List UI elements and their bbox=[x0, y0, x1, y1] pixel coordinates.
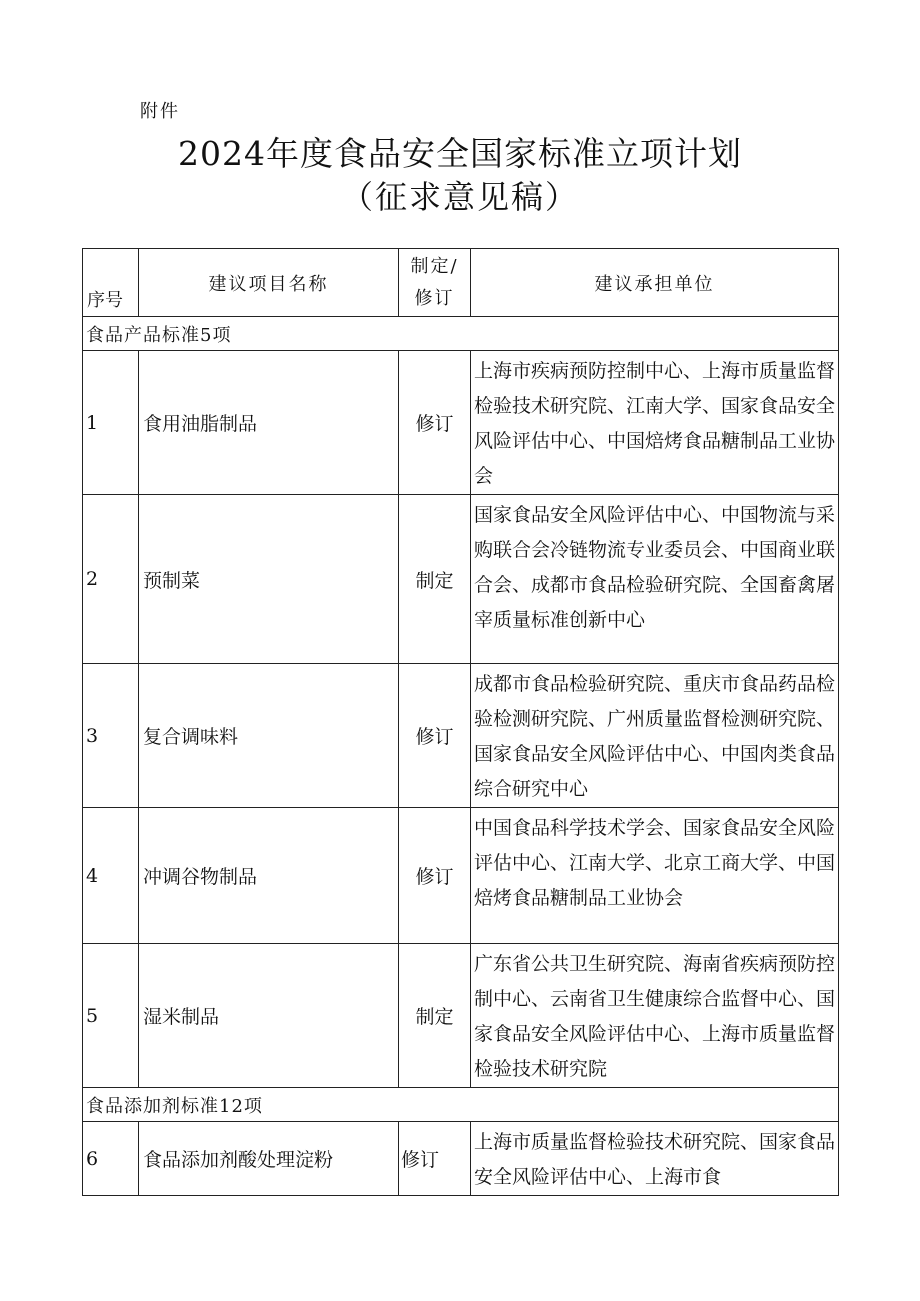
category-food-products: 食品产品标准5项 bbox=[83, 317, 839, 351]
row-type: 制定 bbox=[399, 944, 471, 1088]
row-project-name: 食品添加剂酸处理淀粉 bbox=[139, 1122, 399, 1196]
attachment-label: 附件 bbox=[140, 101, 180, 122]
row-project-name: 食用油脂制品 bbox=[139, 351, 399, 495]
header-type-line1: 制定/ bbox=[410, 255, 459, 277]
row-type: 修订 bbox=[399, 1122, 471, 1196]
row-project-name: 冲调谷物制品 bbox=[139, 808, 399, 944]
category-row bbox=[83, 317, 839, 351]
row-seq: 2 bbox=[83, 495, 139, 664]
header-seq: 序号 bbox=[83, 249, 139, 317]
standards-table bbox=[82, 248, 839, 1196]
row-unit: 上海市质量监督检验技术研究院、国家食品安全风险评估中心、上海市食 bbox=[471, 1122, 839, 1196]
row-seq: 4 bbox=[83, 808, 139, 944]
row-type: 修订 bbox=[399, 808, 471, 944]
header-unit: 建议承担单位 bbox=[471, 249, 839, 317]
row-unit: 成都市食品检验研究院、重庆市食品药品检验检测研究院、广州质量监督检测研究院、国家食品安全风险评估中心、中国肉类食品综合研究中心 bbox=[471, 664, 839, 808]
row-type: 修订 bbox=[399, 664, 471, 808]
row-seq: 5 bbox=[83, 944, 139, 1088]
row-seq: 3 bbox=[83, 664, 139, 808]
table-header-row bbox=[83, 249, 839, 317]
page-title: 2024年度食品安全国家标准立项计划 bbox=[178, 134, 742, 173]
row-unit: 广东省公共卫生研究院、海南省疾病预防控制中心、云南省卫生健康综合监督中心、国家食品安全风险评估中心、上海市质量监督检验技术研究院 bbox=[471, 944, 839, 1088]
category-row bbox=[83, 1088, 839, 1122]
row-seq: 6 bbox=[83, 1122, 139, 1196]
table-row bbox=[83, 944, 839, 1088]
row-project-name: 湿米制品 bbox=[139, 944, 399, 1088]
table-row bbox=[83, 495, 839, 664]
row-unit: 上海市疾病预防控制中心、上海市质量监督检验技术研究院、江南大学、国家食品安全风险评估中心、中国焙烤食品糖制品工业协会 bbox=[471, 351, 839, 495]
row-type: 修订 bbox=[399, 351, 471, 495]
row-seq: 1 bbox=[83, 351, 139, 495]
row-type: 制定 bbox=[399, 495, 471, 664]
category-food-additives: 食品添加剂标准12项 bbox=[83, 1088, 839, 1122]
header-project-name: 建议项目名称 bbox=[139, 249, 399, 317]
table-row bbox=[83, 351, 839, 495]
row-project-name: 复合调味料 bbox=[139, 664, 399, 808]
table-row bbox=[83, 664, 839, 808]
table-row bbox=[83, 808, 839, 944]
row-project-name: 预制菜 bbox=[139, 495, 399, 664]
row-unit: 国家食品安全风险评估中心、中国物流与采购联合会冷链物流专业委员会、中国商业联合会、成都市食品检验研究院、全国畜禽屠宰质量标准创新中心 bbox=[471, 495, 839, 664]
page-subtitle: （征求意见稿） bbox=[340, 178, 579, 216]
header-type bbox=[399, 249, 471, 317]
table-row bbox=[83, 1122, 839, 1196]
row-unit: 中国食品科学技术学会、国家食品安全风险评估中心、江南大学、北京工商大学、中国焙烤食品糖制品工业协会 bbox=[471, 808, 839, 944]
header-type-line2: 修订 bbox=[414, 287, 455, 309]
